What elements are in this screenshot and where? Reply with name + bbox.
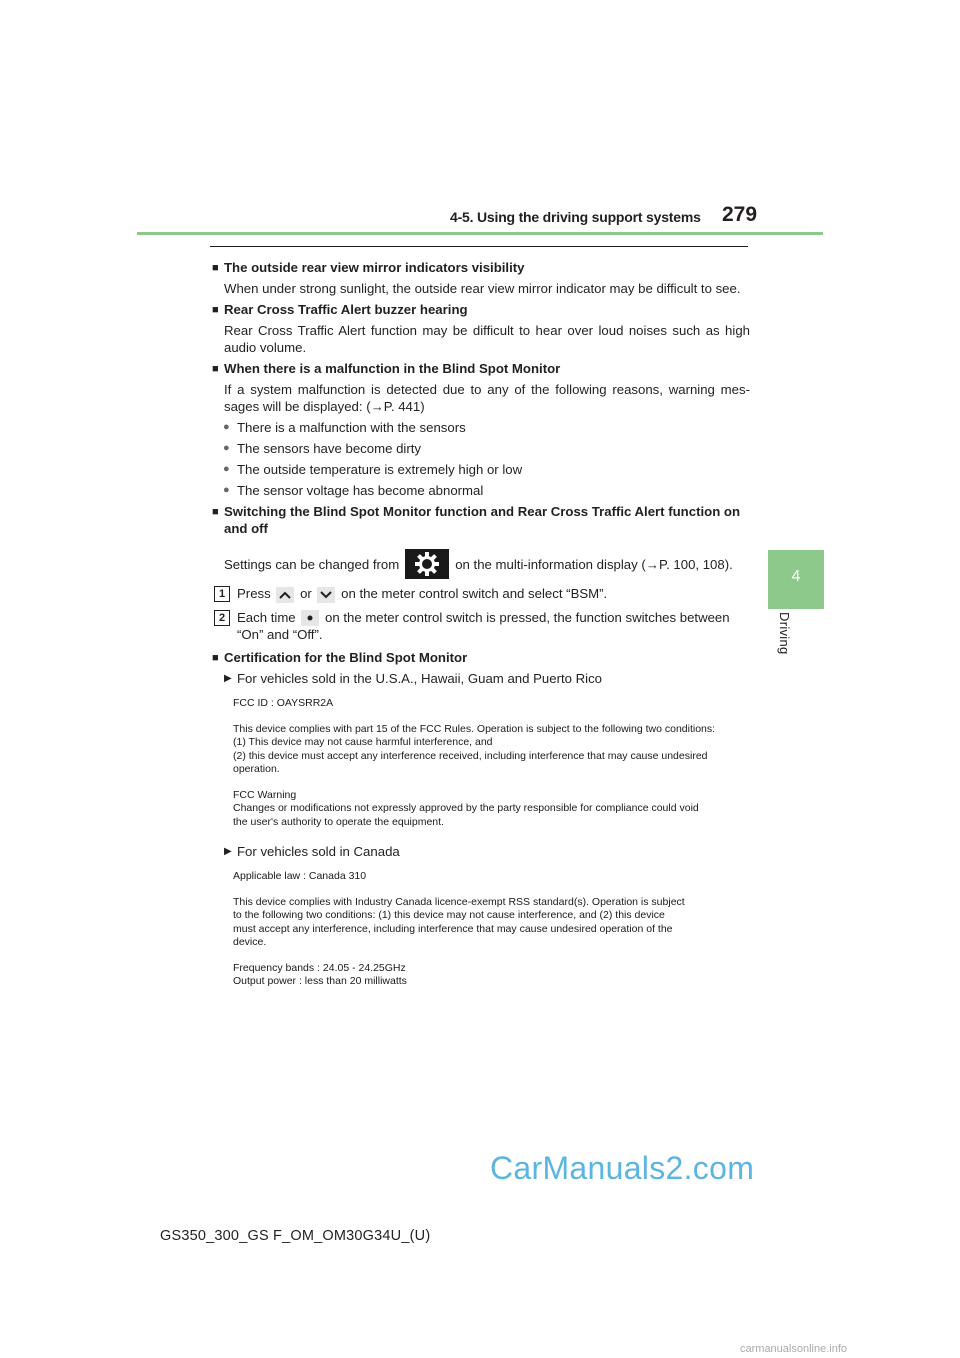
chevron-up-icon	[276, 587, 294, 603]
document-code: GS350_300_GS F_OM_OM30G34U_(U)	[160, 1228, 431, 1244]
section-title: 4-5. Using the driving support systems	[450, 209, 701, 225]
region-label: ▶ For vehicles sold in the U.S.A., Hawaii, Guam and Puerto Rico	[224, 671, 603, 687]
content-rule	[210, 246, 748, 247]
watermark: CarManuals2.com	[490, 1150, 755, 1186]
certification-line: This device complies with part 15 of the FCC Rules. Operation is subject to the following two conditions:	[233, 722, 716, 735]
triangle-arrow-icon: ▶	[224, 673, 232, 685]
chapter-number: 4	[791, 568, 801, 585]
section-heading: ■ The outside rear view mirror indicators visibility	[212, 260, 525, 275]
certification-line: FCC Warning	[233, 788, 297, 801]
settings-gear-icon	[405, 549, 449, 579]
page-number: 279	[722, 203, 758, 226]
header-rule	[137, 232, 823, 235]
certification-line: (2) this device must accept any interference received, including interference that may cause undesired	[233, 749, 708, 762]
square-bullet-icon: ■	[212, 262, 219, 274]
step-2: 2 Each time on the meter control switch is pressed, the function switches between “On” and “Off”.	[212, 609, 750, 644]
certification-line: Applicable law : Canada 310	[233, 870, 367, 883]
list-item: ● The outside temperature is extremely high or low	[223, 462, 523, 477]
canada-certification-label	[233, 870, 748, 989]
fcc-certification-label	[233, 697, 748, 829]
spacer	[233, 884, 748, 896]
chapter-label: Driving	[777, 612, 792, 655]
list-item: ● There is a malfunction with the sensors	[223, 420, 466, 435]
enter-dot-icon	[301, 610, 319, 626]
certification-line: the user's authority to operate the equipment.	[233, 815, 444, 828]
certification-line: Output power : less than 20 milliwatts	[233, 975, 407, 988]
circle-bullet-icon: ●	[223, 442, 230, 454]
step-1: 1 Press or on the meter control switch and select “BSM”.	[212, 585, 750, 603]
certification-line: FCC ID : OAYSRR2A	[233, 697, 334, 710]
square-bullet-icon: ■	[212, 506, 219, 518]
certification-line: to the following two conditions: (1) this device may not cause interference, and (2) this device	[233, 909, 665, 922]
certification-line: Frequency bands : 24.05 - 24.25GHz	[233, 961, 406, 974]
spacer	[233, 711, 748, 723]
page-content	[212, 255, 750, 989]
section-body: Rear Cross Traffic Alert function may be difficult to hear over loud noises such as high audio volume.	[224, 323, 750, 355]
certification-line: This device complies with Industry Canada licence-exempt RSS standard(s). Operation is subject	[233, 895, 685, 908]
section-heading: ■ Switching the Blind Spot Monitor function and Rear Cross Traffic Alert function on and off	[212, 504, 741, 536]
spacer	[233, 950, 748, 962]
circle-bullet-icon: ●	[223, 463, 230, 475]
triangle-arrow-icon: ▶	[224, 846, 232, 858]
section-heading: ■ Rear Cross Traffic Alert buzzer hearing	[212, 302, 468, 317]
region-label: ▶ For vehicles sold in Canada	[224, 844, 400, 860]
settings-line: Settings can be changed from on the multi-information display (→P. 100, 108).	[212, 549, 750, 579]
spacer	[233, 777, 748, 789]
certification-line: Changes or modifications not expressly approved by the party responsible for compliance could void	[233, 802, 699, 815]
step-number: 2	[214, 610, 230, 626]
step-number: 1	[214, 586, 230, 602]
section-body: If a system malfunction is detected due to any of the following reasons, warning mes-sages will be displayed: (→P. 441)	[224, 382, 750, 414]
section-body: When under strong sunlight, the outside rear view mirror indicator may be difficult to see.	[224, 281, 741, 296]
certification-line: operation.	[233, 763, 280, 776]
square-bullet-icon: ■	[212, 363, 219, 375]
certification-line: (1) This device may not cause harmful interference, and	[233, 736, 493, 749]
certification-line: must accept any interference, including interference that may cause undesired operation of the	[233, 922, 673, 935]
chevron-down-icon	[317, 587, 335, 603]
certification-line: device.	[233, 936, 267, 949]
square-bullet-icon: ■	[212, 652, 219, 665]
list-item: ● The sensors have become dirty	[223, 441, 421, 456]
list-item: ● The sensor voltage has become abnormal	[223, 483, 484, 498]
section-heading: ■ When there is a malfunction in the Blind Spot Monitor	[212, 361, 561, 376]
circle-bullet-icon: ●	[223, 484, 230, 496]
circle-bullet-icon: ●	[223, 421, 230, 433]
watermark-bottom: carmanualsonline.info	[740, 1343, 848, 1355]
chapter-tab	[768, 550, 824, 609]
square-bullet-icon: ■	[212, 304, 219, 316]
section-heading: ■ Certification for the Blind Spot Monitor	[212, 650, 468, 666]
